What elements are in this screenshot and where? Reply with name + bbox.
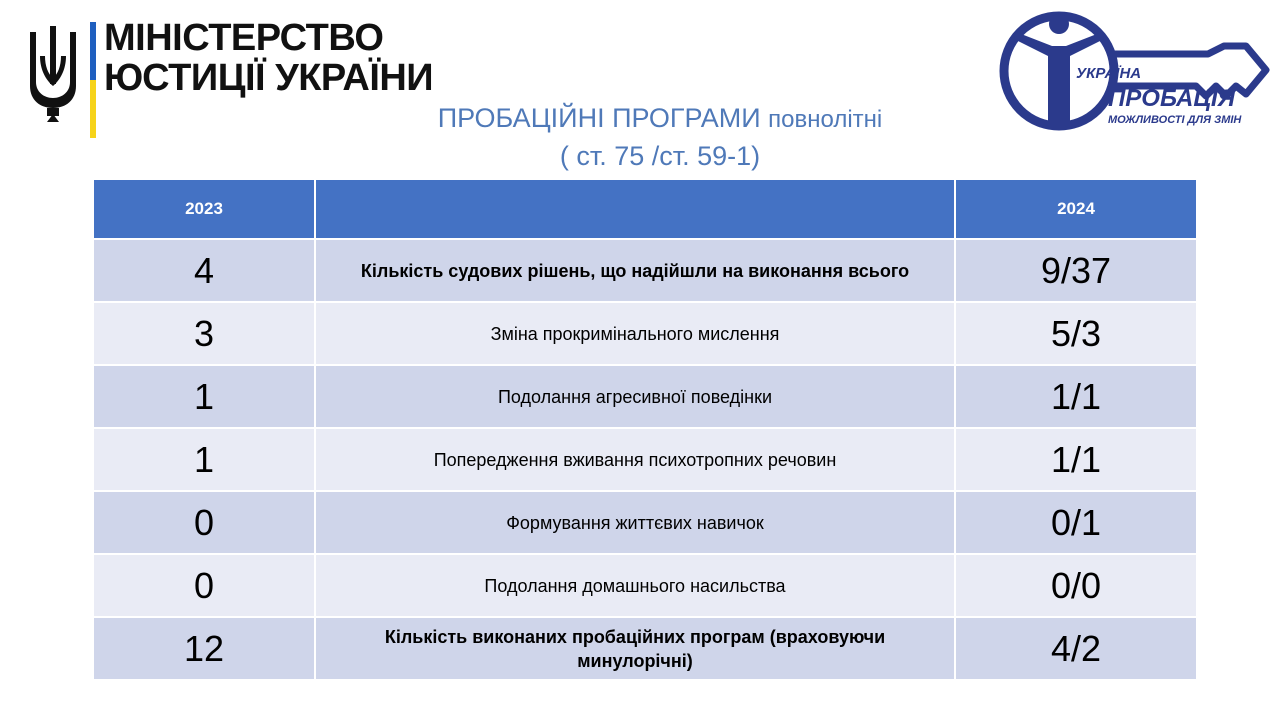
table-row xyxy=(93,617,1197,680)
value-2023: 4 xyxy=(93,239,315,302)
probation-text-main: ПРОБАЦІЯ xyxy=(1108,85,1236,112)
header-2024: 2024 xyxy=(955,179,1197,239)
ministry-name xyxy=(104,18,433,98)
value-2023: 12 xyxy=(93,617,315,680)
probation-logo xyxy=(996,6,1270,136)
ministry-name-line1: МІНІСТЕРСТВО xyxy=(104,17,384,59)
value-2023: 1 xyxy=(93,365,315,428)
table-row xyxy=(93,365,1197,428)
ministry-name-line2: ЮСТИЦІЇ УКРАЇНИ xyxy=(104,57,434,99)
value-2023: 0 xyxy=(93,491,315,554)
value-2024: 1/1 xyxy=(955,365,1197,428)
table-row xyxy=(93,239,1197,302)
title-main: ПРОБАЦІЙНІ ПРОГРАМИ xyxy=(437,103,761,133)
table-row xyxy=(93,491,1197,554)
title-subtitle: ( ст. 75 /ст. 59-1) xyxy=(559,141,761,171)
trident-icon xyxy=(28,26,78,122)
probation-text-top: УКРАЇНА xyxy=(1076,65,1142,82)
probation-programs-table xyxy=(92,178,1198,681)
table-row xyxy=(93,428,1197,491)
probation-text-bottom: МОЖЛИВОСТІ ДЛЯ ЗМІН xyxy=(1108,114,1242,126)
probation-emblem-icon xyxy=(996,6,1270,136)
row-label: Попередження вживання психотропних речовин xyxy=(315,428,955,491)
title-suffix: повнолітні xyxy=(768,106,883,133)
flag-bar xyxy=(90,22,96,138)
table-row xyxy=(93,302,1197,365)
row-label: Кількість виконаних пробаційних програм (враховуючи минулорічні) xyxy=(315,617,955,680)
row-label: Зміна прокримінального мислення xyxy=(315,302,955,365)
value-2024: 0/1 xyxy=(955,491,1197,554)
value-2024: 0/0 xyxy=(955,554,1197,617)
value-2024: 4/2 xyxy=(955,617,1197,680)
row-label: Подолання домашнього насильства xyxy=(315,554,955,617)
row-label: Подолання агресивної поведінки xyxy=(315,365,955,428)
table-row xyxy=(93,554,1197,617)
table-header-row xyxy=(93,179,1197,239)
value-2023: 0 xyxy=(93,554,315,617)
row-label: Формування життєвих навичок xyxy=(315,491,955,554)
value-2024: 5/3 xyxy=(955,302,1197,365)
value-2023: 1 xyxy=(93,428,315,491)
value-2024: 9/37 xyxy=(955,239,1197,302)
header-2023: 2023 xyxy=(93,179,315,239)
value-2023: 3 xyxy=(93,302,315,365)
value-2024: 1/1 xyxy=(955,428,1197,491)
header-label xyxy=(315,179,955,239)
page-title xyxy=(300,100,1020,174)
row-label: Кількість судових рішень, що надійшли на виконання всього xyxy=(315,239,955,302)
